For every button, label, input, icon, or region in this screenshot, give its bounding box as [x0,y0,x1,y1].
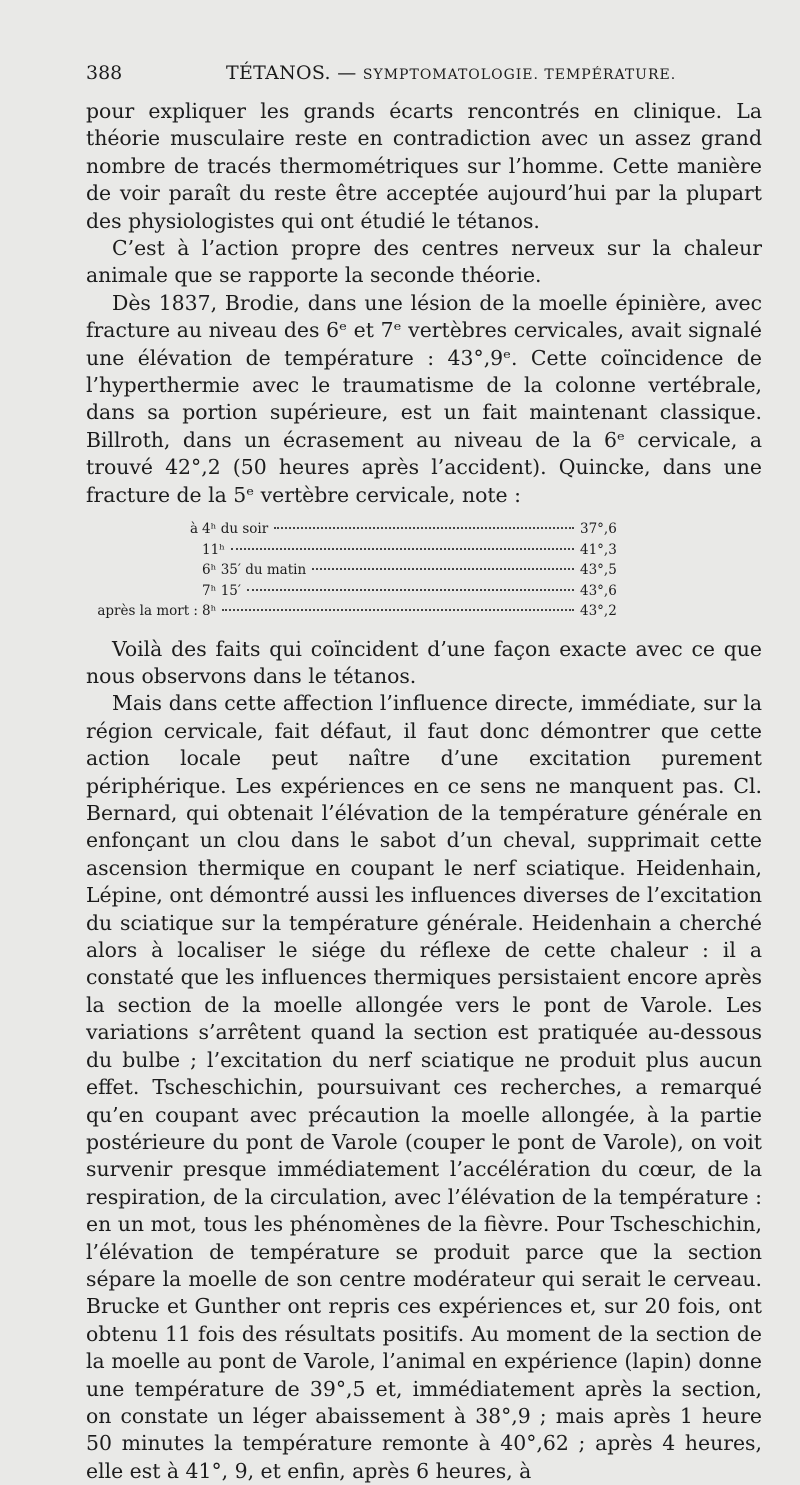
dot-leader [247,589,574,591]
paragraph: Voilà des faits qui coïncident d’une façon exacte avec ce que nous observons dans le tétanos. [86,636,762,688]
reading-time: 11ʰ [202,541,226,558]
reading-label: après la mort : [97,603,198,620]
section-subtitle: SYMPTOMATOLOGIE. TEMPÉRATURE. [362,67,677,83]
paragraph: Mais dans cette affection l’influence directe, immédiate, sur la région cervicale, fait défaut, il faut donc démontrer que cette action locale peut naître d’une excitation purement périphérique. Les expériences en ce sens ne manquent pas. Cl. Bernard, qui obtenait l’élévation de la température générale en enfonçant un clou dans le sabot d’un cheval, supprimait cette ascension thermique en coupant le nerf sciatique. Heidenhain, Lépine, ont démontré aussi les influences diverses de l’excitation du sciatique sur la température générale. Heidenhain a cherché alors à localiser le siége du réflexe de cette chaleur : il a constaté que les influences thermiques persistaient encore après la section de la moelle allongée vers le pont de Varole. Les variations s’arrêtent quand la section est pratiquée au-dessous du bulbe ; l’excitation du nerf sciatique ne produit plus aucun effet. Tscheschichin, poursuivant ces recherches, a remarqué qu’en coupant avec précaution la moelle allongée, à la partie postérieure du pont de Varole (couper le pont de Varole), on voit survenir presque immédiatement l’accélération du cœur, de la respiration, de la circulation, avec l’élévation de la température : en un mot, tous les phénomènes de la fièvre. Pour Tscheschichin, l’élévation de température se produit parce que la section sépare la moelle de son centre modérateur qui serait le cerveau. Brucke et Gunther ont repris ces expériences et, sur 20 fois, ont obtenu 11 fois des résultats positifs. Au moment de la section de la moelle au pont de Varole, l’animal en expérience (lapin) donne une température de 39°,5 et, immédiatement après la section, on constate un léger abaissement à 38°,9 ; mais après 1 heure 50 minutes la température remonte à 40°,62 ; après 4 heures, elle est à 41°, 9, et enfin, après 6 heures, à [86,691,762,1483]
reading-label: à [189,521,198,538]
body-text [86,98,762,1485]
running-title [226,62,676,84]
temperature-readings [86,519,762,622]
running-header [86,62,762,92]
reading-row [86,560,762,581]
reading-time: 7ʰ 15′ [202,582,241,599]
chapter-title: TÉTANOS. [226,62,331,84]
dot-leader [231,548,574,550]
dot-leader [222,609,574,611]
paragraph: pour expliquer les grands écarts rencontrés en clinique. La théorie musculaire reste en contradiction avec un assez grand nombre de tracés thermométriques sur l’homme. Cette manière de voir paraît du reste être acceptée aujourd’hui par la plupart des physiologistes qui ont étudié le tétanos. [86,99,762,233]
reading-value: 43°,6 [580,582,617,599]
reading-value: 43°,2 [580,603,617,620]
reading-time: 6ʰ 35′ du matin [202,562,307,579]
title-dash: — [337,62,357,84]
reading-value: 41°,3 [580,541,617,558]
dot-leader [274,527,574,529]
reading-row [86,581,762,602]
dot-leader [312,568,574,570]
reading-row [86,601,762,622]
reading-row [86,540,762,561]
paragraph: Dès 1837, Brodie, dans une lésion de la moelle épinière, avec fracture au niveau des 6ᵉ et 7ᵉ vertèbres cervicales, avait signalé une élévation de température : 43°,9ᵉ. Cette coïncidence de l’hyperthermie avec le traumatisme de la colonne vertébrale, dans sa portion supérieure, est un fait maintenant classique. Billroth, dans un écrasement au niveau de la 6ᵉ cervicale, a trouvé 42°,2 (50 heures après l’accident). Quincke, dans une fracture de la 5ᵉ vertèbre cervicale, note : [86,290,762,507]
reading-value: 37°,6 [580,521,617,538]
paragraph: C’est à l’action propre des centres nerveux sur la chaleur animale que se rapporte la seconde théorie. [86,236,762,288]
reading-time: 8ʰ [202,603,217,620]
reading-value: 43°,5 [580,562,617,579]
page-number: 388 [86,62,123,84]
reading-row [86,519,762,540]
reading-time: 4ʰ du soir [202,521,269,538]
